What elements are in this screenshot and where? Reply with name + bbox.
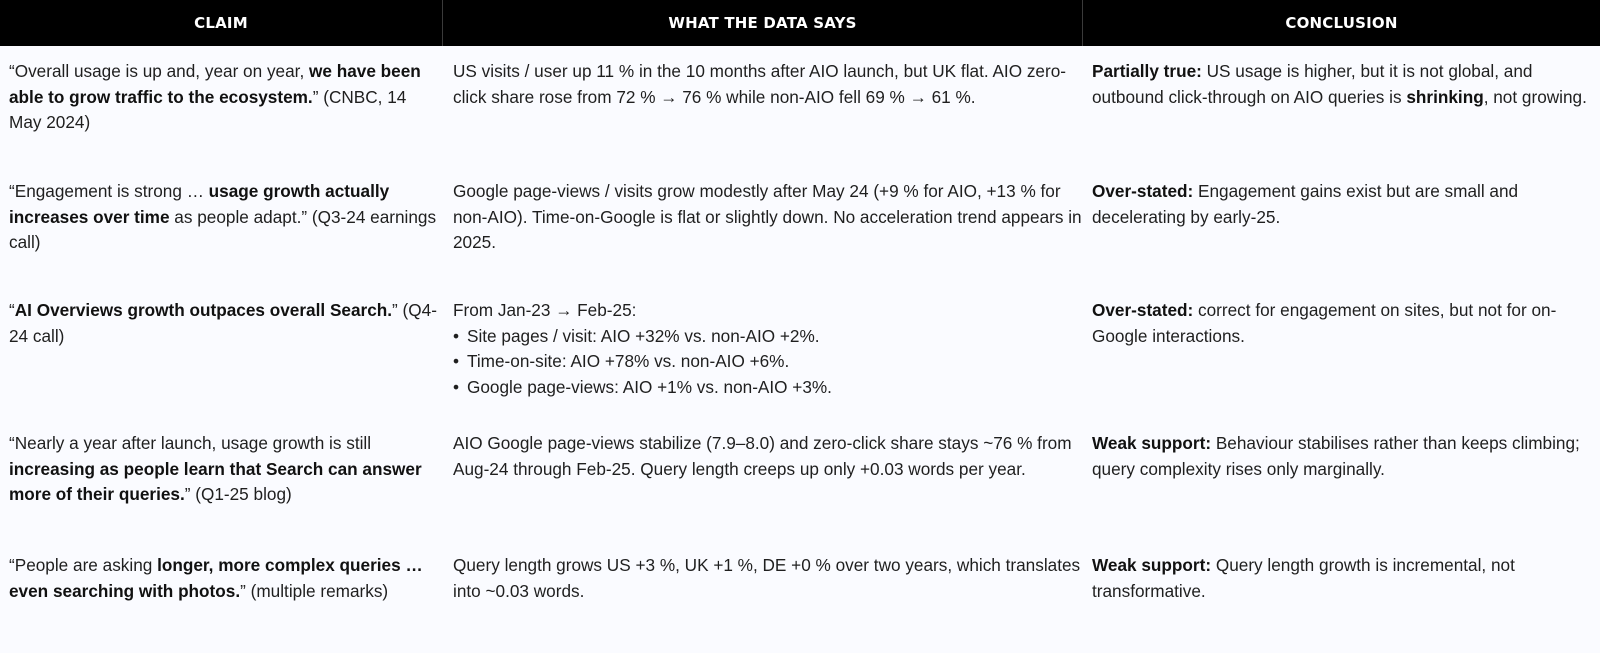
data-cell (443, 285, 1083, 418)
claim-text: “Nearly a year after launch, usage growth is still (9, 433, 372, 453)
claim-text: “Overall usage is up and, year on year, (9, 61, 309, 81)
bullet-text: Time-on-site: AIO +78% vs. non-AIO +6%. (467, 351, 790, 371)
claim-cell (0, 285, 443, 418)
conclusion-text: Behaviour stabilises rather than keeps climbing; query complexity rises only marginally. (1092, 433, 1580, 479)
conclusion-text: correct for engagement on sites, but not for on-Google interactions. (1092, 300, 1557, 346)
conclusion-text: US usage is higher, but it is not global, and outbound click-through on AIO queries is (1092, 61, 1533, 107)
claim-text: “People are asking (9, 555, 158, 575)
conclusion-cell (1083, 46, 1600, 166)
claim-text: “ (9, 300, 15, 320)
conclusion-cell (1083, 418, 1600, 540)
conclusion-label: Over-stated: (1092, 300, 1194, 320)
claim-text: “Engagement is strong … (9, 181, 209, 201)
claim-emphasis: usage growth actually increases over time (9, 181, 390, 227)
claim-cell (0, 540, 443, 653)
claim-cell (0, 46, 443, 166)
claim-source: ” (Q1-25 blog) (184, 484, 292, 504)
data-intro: From Jan-23 → Feb-25: (453, 300, 637, 320)
table-row (0, 166, 1600, 285)
conclusion-label: Over-stated: (1092, 181, 1194, 201)
conclusion-cell (1083, 540, 1600, 653)
claim-cell (0, 166, 443, 285)
claim-source: ” (multiple remarks) (240, 580, 389, 601)
data-cell: Google page-views / visits grow modestly after May 24 (+9 % for AIO, +13 % for non-AIO). Time-on-Google is flat or slightly down. No acceleration trend appears in 2025. (453, 181, 1082, 252)
claim-emphasis: AI Overviews growth outpaces overall Search. (14, 300, 393, 320)
conclusion-emphasis: shrinking (1406, 86, 1484, 107)
data-cell: AIO Google page-views stabilize (7.9–8.0) and zero-click share stays ~76 % from Aug-24 through Feb-25. Query length creeps up only +0.03 words per year. (453, 433, 1072, 479)
conclusion-cell (1083, 285, 1600, 418)
table-header (0, 0, 1600, 46)
data-bullet-list (453, 324, 1083, 401)
claim-emphasis: longer, more complex queries … even searching with photos. (9, 555, 423, 601)
claim-cell (0, 418, 443, 540)
list-item: • Site pages / visit: AIO +32% vs. non-AIO +2%. (453, 325, 820, 346)
list-item: • Google page-views: AIO +1% vs. non-AIO +3%. (453, 376, 832, 397)
claim-emphasis: we have been able to grow traffic to the ecosystem. (9, 61, 421, 107)
claim-source: as people adapt.” (Q3-24 earnings call) (9, 206, 437, 252)
table-row (0, 285, 1600, 418)
table-row (0, 418, 1600, 540)
conclusion-text-end: , not growing. (1483, 86, 1587, 107)
conclusion-text: Engagement gains exist but are small and decelerating by early-25. (1092, 181, 1519, 227)
claim-emphasis: increasing as people learn that Search can answer more of their queries. (9, 458, 422, 504)
header-claim: CLAIM (0, 0, 443, 46)
data-cell: US visits / user up 11 % in the 10 months after AIO launch, but UK flat. AIO zero-click share rose from 72 % → 76 % while non-AIO fell 69 % → 61 %. (453, 61, 1066, 107)
conclusion-label: Partially true: (1092, 61, 1202, 81)
header-data: WHAT THE DATA SAYS (443, 0, 1083, 46)
table-row (0, 46, 1600, 166)
data-cell: Query length grows US +3 %, UK +1 %, DE +0 % over two years, which translates into ~0.03 words. (453, 555, 1081, 601)
conclusion-text: Query length growth is incremental, not transformative. (1092, 555, 1515, 601)
header-conclusion: CONCLUSION (1285, 14, 1398, 32)
claim-source: ” (Q4-24 call) (9, 300, 437, 346)
bullet-text: Google page-views: AIO +1% vs. non-AIO +3%. (467, 376, 832, 397)
conclusion-cell (1083, 166, 1600, 285)
conclusion-label: Weak support: (1092, 555, 1212, 575)
bullet-text: Site pages / visit: AIO +32% vs. non-AIO +2%. (467, 325, 820, 346)
claim-source: ” (CNBC, 14 May 2024) (9, 86, 407, 132)
conclusion-label: Weak support: (1092, 433, 1212, 453)
list-item: • Time-on-site: AIO +78% vs. non-AIO +6%. (453, 351, 790, 371)
table-row (0, 540, 1600, 653)
